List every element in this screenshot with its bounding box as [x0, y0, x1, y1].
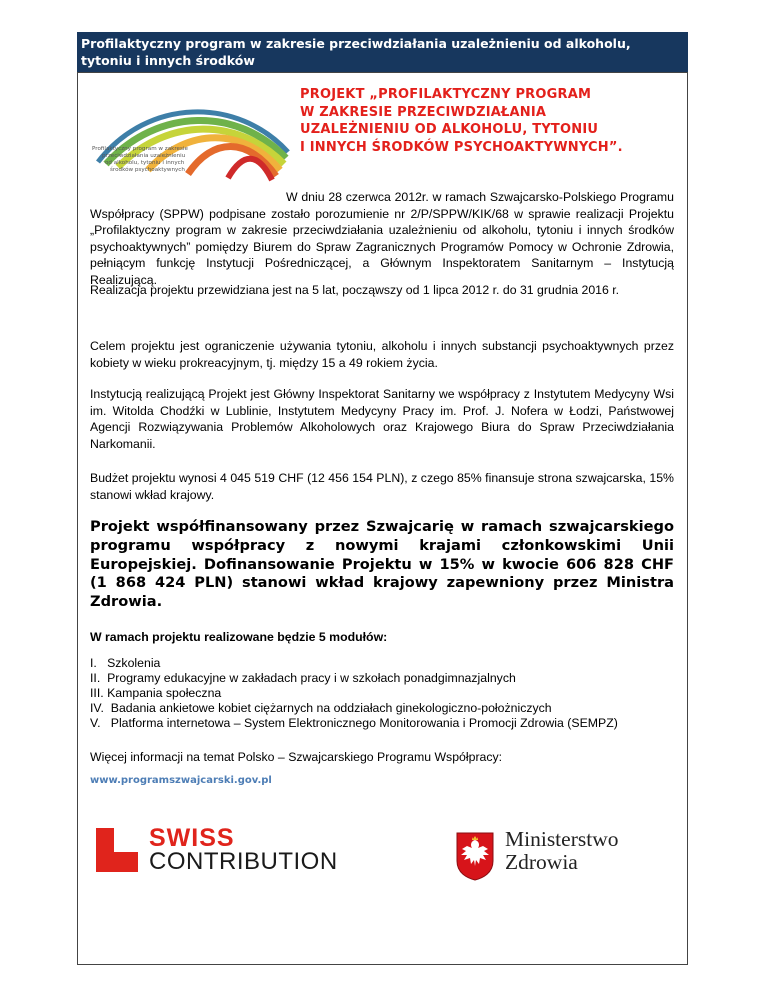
document-header: Profilaktyczny program w zakresie przeciwdziałania uzależnieniu od alkoholu, tytoniu i innych środków: [77, 32, 688, 72]
ministry-name: Ministerstwo Zdrowia: [505, 827, 619, 874]
list-item: III. Kampania społeczna: [90, 686, 222, 700]
cofinancing-statement: Projekt współfinansowany przez Szwajcarię w ramach szwajcarskiego programu współpracy z nowymi krajami członkowskimi Unii Europejskiej. Dofinansowanie Projektu w 15% w kwocie 606 828 CHF (1 868 424 PLN) stanowi wkład krajowy zapewniony przez Ministra Zdrowia.: [90, 518, 674, 611]
modules-heading: W ramach projektu realizowane będzie 5 modułów:: [90, 630, 388, 644]
more-info-text: Więcej informacji na temat Polsko – Szwajcarskiego Programu Współpracy:: [90, 750, 503, 764]
swiss-word: SWISS: [149, 824, 235, 852]
program-website-link[interactable]: www.programszwajcarski.gov.pl: [90, 775, 272, 786]
svg-text:środków psychoaktywnych: środków psychoaktywnych: [110, 167, 185, 173]
goal-paragraph: Celem projektu jest ograniczenie używania tytoniu, alkoholu i innych substancji psychoaktywnych przez kobiety w wieku prokreacyjnym, tj. między 15 a 49 rokiem życia.: [90, 339, 674, 370]
svg-text:przeciwdziałania uzależnieniu: przeciwdziałania uzależnieniu: [102, 153, 186, 159]
list-item: V. Platforma internetowa – System Elektronicznego Monitorowania i Promocji Zdrowia (SEMPZ): [90, 716, 618, 730]
list-item: IV. Badania ankietowe kobiet ciężarnych na oddziałach ginekologiczno-położniczych: [90, 701, 552, 715]
svg-text:od alkoholu, tytoniu i innych: od alkoholu, tytoniu i innych: [105, 160, 185, 166]
ministry-of-health-logo: [455, 828, 635, 888]
swiss-contribution-logo: [96, 825, 336, 875]
duration-paragraph: Realizacja projektu przewidziana jest na 5 lat, począwszy od 1 lipca 2012 r. do 31 grudnia 2016 r.: [90, 283, 620, 297]
program-logo: [88, 92, 298, 187]
project-title: PROJEKT „PROFILAKTYCZNY PROGRAM W ZAKRESIE PRZECIWDZIAŁANIA UZALEŻNIENIU OD ALKOHOLU, TYTONIU I INNYCH ŚRODKÓW PSYCHOAKTYWNYCH”.: [300, 87, 623, 155]
intro-paragraph: W dniu 28 czerwca 2012r. w ramach Szwajcarsko-Polskiego Programu Współpracy (SPPW) podpisane zostało porozumienie nr 2/P/SPPW/KIK/68 w sprawie realizacji Projektu „Profilaktyczny program w zakresie przeciwdziałania uzależnieniu od alkoholu, tytoniu i innych środków psychoaktywnych” pomiędzy Biurem do Spraw Zagranicznych Programów Pomocy w Ochronie Zdrowia, pełniącym funkcję Instytucji Pośredniczącej, a Głównym Inspektoratem Sanitarnym – Instytucją Realizującą.: [90, 190, 674, 287]
swiss-square-icon: [96, 828, 138, 872]
modules-list: [90, 656, 618, 731]
institution-paragraph: Instytucją realizującą Projekt jest Główny Inspektorat Sanitarny we współpracy z Instytutem Medycyny Wsi im. Witolda Chodźki w Lublinie, Instytutem Medycyny Pracy im. Prof. J. Nofera w Łodzi, Państwowej Agencji Rozwiązywania Problemów Alkoholowych oraz Krajowego Biura do Spraw Przeciwdziałania Narkomanii.: [90, 387, 674, 451]
svg-text:Profilaktyczny program w zakre: Profilaktyczny program w zakresie: [92, 146, 188, 152]
list-item: II. Programy edukacyjne w zakładach pracy i w szkołach ponadgimnazjalnych: [90, 671, 516, 685]
budget-paragraph: Budżet projektu wynosi 4 045 519 CHF (12 456 154 PLN), z czego 85% finansuje strona szwajcarska, 15% stanowi wkład krajowy.: [90, 471, 674, 502]
list-item: I. Szkolenia: [90, 656, 161, 670]
contribution-word: CONTRIBUTION: [149, 848, 338, 875]
polish-eagle-icon: [455, 831, 495, 881]
